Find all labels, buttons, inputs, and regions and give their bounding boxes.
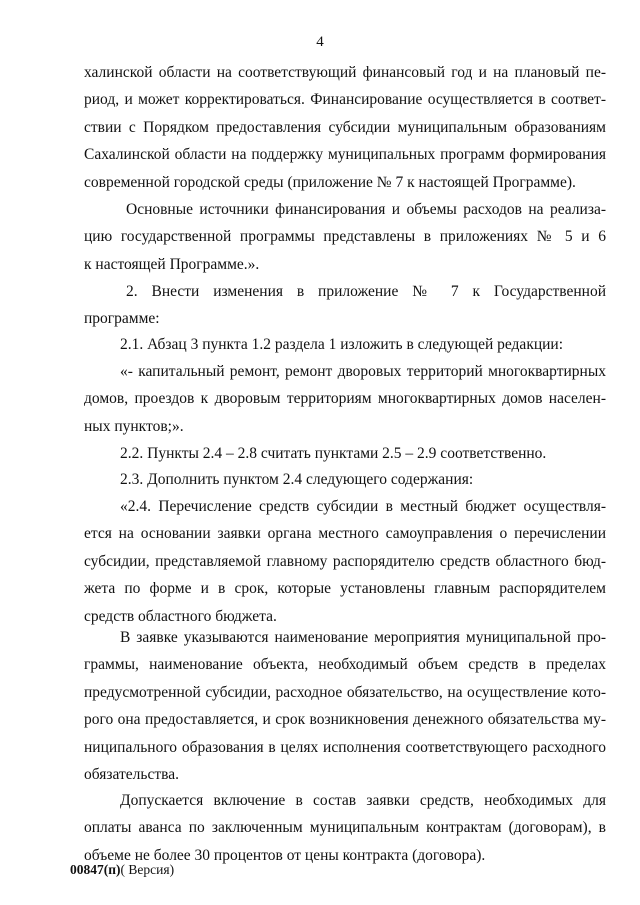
text-line: субсидии, представляемой главному распорядителю средств областного бюд- (84, 552, 606, 570)
text-line: 2. Внести изменения в приложение № 7 к Государственной (126, 283, 606, 300)
text-line: обязательства. (84, 765, 179, 783)
paragraph-2-1 (84, 331, 606, 358)
text-line: 2.3. Дополнить пунктом 2.4 следующего содержания: (120, 471, 474, 488)
text-line: 2.2. Пункты 2.4 – 2.8 считать пунктами 2.5 – 2.9 соответственно. (120, 445, 547, 462)
text-line: 2.1. Абзац 3 пункта 1.2 раздела 1 изложить в следующей редакции: (120, 336, 564, 353)
text-line: домов, проездов к дворовым территориям многоквартирных домов населен- (84, 390, 606, 408)
text-line: жета по форме и в срок, которые установлены главным распорядителем (84, 580, 606, 598)
paragraph-main-sources (84, 196, 606, 278)
text-line: риод, и может корректироваться. Финансирование осуществляется в соответ- (84, 91, 606, 109)
text-line: Основные источники финансирования и объемы расходов на реализа- (126, 201, 606, 218)
paragraph-quote-2-4 (84, 493, 606, 630)
paragraph-amend-appendix-7 (84, 278, 606, 333)
text-line: В заявке указываются наименование мероприятия муниципальной про- (120, 629, 606, 646)
paragraph-application-contents (84, 624, 606, 788)
text-line: предусмотренной субсидии, расходное обязательство, на осуществление кото- (84, 683, 606, 701)
text-line: граммы, наименование объекта, необходимый объем средств в пределах (84, 656, 606, 674)
page-number: 4 (316, 34, 324, 50)
text-line: программе: (84, 310, 160, 328)
text-line: объеме не более 30 процентов от цены контракта (договора). (84, 846, 486, 864)
paragraph-financing-continuation (84, 59, 606, 196)
text-line: цию государственной программы представлены в приложениях № 5 и 6 (84, 228, 606, 246)
document-code: 00847(п) (70, 862, 121, 877)
text-line: ных пунктов;». (84, 417, 184, 435)
text-line: «- капитальный ремонт, ремонт дворовых территорий многоквартирных (120, 363, 606, 380)
document-version: ( Версия) (120, 862, 175, 877)
text-line: современной городской среды (приложение № 7 к настоящей Программе). (84, 173, 576, 191)
text-line: ется на основании заявки органа местного самоуправления о перечислении (84, 525, 606, 543)
text-line: «2.4. Перечисление средств субсидии в местный бюджет осуществля- (120, 498, 606, 515)
text-line: к настоящей Программе.». (84, 255, 260, 273)
document-footer (70, 862, 174, 878)
text-line: Сахалинской области на поддержку муниципальных программ формирования (84, 146, 606, 164)
text-line: халинской области на соответствующий финансовый год и на плановый пе- (84, 64, 606, 81)
text-line: ниципального образования в целях исполнения соответствующего расходного (84, 738, 606, 756)
paragraph-2-2 (84, 440, 606, 467)
paragraph-advance-payment (84, 787, 606, 869)
text-line: средств областного бюджета. (84, 607, 277, 625)
text-line: рого она предоставляется, и срок возникновения денежного обязательства му- (84, 711, 606, 729)
text-line: ствии с Порядком предоставления субсидии муниципальным образованиям (84, 118, 606, 136)
paragraph-2-3 (84, 466, 606, 493)
text-line: оплаты аванса по заключенным муниципальным контрактам (договорам), в (84, 819, 606, 837)
text-line: Допускается включение в состав заявки средств, необходимых для (120, 792, 606, 809)
paragraph-quote-capital-repair (84, 358, 606, 440)
